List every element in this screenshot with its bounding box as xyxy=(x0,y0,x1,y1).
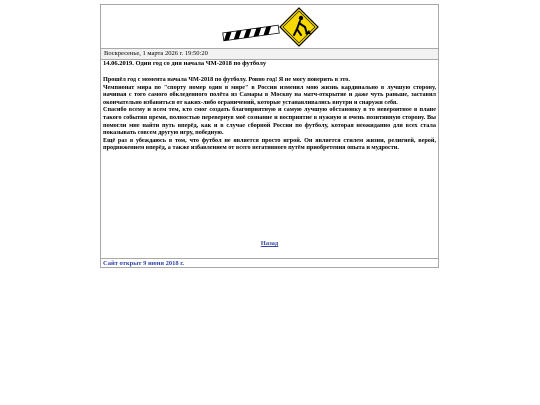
article-body xyxy=(103,76,436,152)
article-title: 14.06.2019. Один год со дня начала ЧМ-2018 по футболу xyxy=(103,60,267,67)
back-link[interactable]: Назад xyxy=(260,240,279,247)
page-frame xyxy=(100,4,439,268)
date-bar xyxy=(101,48,438,60)
article-paragraph: Спасибо всему и всем тем, кто смог создать благоприятную и самую лучшую обстановку в то невероятное в плане такого события время, полностью перевернув моё сознание и восприятие в нужную и очень позитивную сторону. Вы помогли мне найти путь вперёд, как и в случае сборной России по футболу, которая неожиданно для всех стала показывать совсем другую игру, победную. xyxy=(103,106,436,137)
article-paragraph: Прошёл год с момента начала ЧМ-2018 по футболу. Ровно год! Я не могу поверить в это. xyxy=(103,76,350,83)
header xyxy=(101,5,438,48)
site-opened-text: Сайт открыт 9 июня 2018 г. xyxy=(103,260,185,267)
article-paragraph: Ещё раз я убеждаюсь в том, что футбол не является просто игрой. Он является стилем жизни, религией, верой, продвижением вперёд, а также избавлением от всего негативного путём приобретения опыта и мудрости. xyxy=(103,136,436,152)
article-paragraph: Чемпионат мира по "спорту номер один в мире" в России изменил мою жизнь кардинально в лучшую сторону, начиная с того самого обкледенного полёта из Самары в Москву на матч-открытие и даже чуть раньше, заставил окончательно избавиться от каких-либо ограничений, которые устанавливались внутри и снаружи себя. xyxy=(103,83,436,106)
current-datetime: Воскресенье, 1 марта 2026 г. 19:50:20 xyxy=(104,50,208,57)
back-nav xyxy=(101,240,438,247)
main-content xyxy=(101,60,438,250)
road-works-sign-icon xyxy=(221,7,321,47)
footer-bar xyxy=(101,258,438,269)
